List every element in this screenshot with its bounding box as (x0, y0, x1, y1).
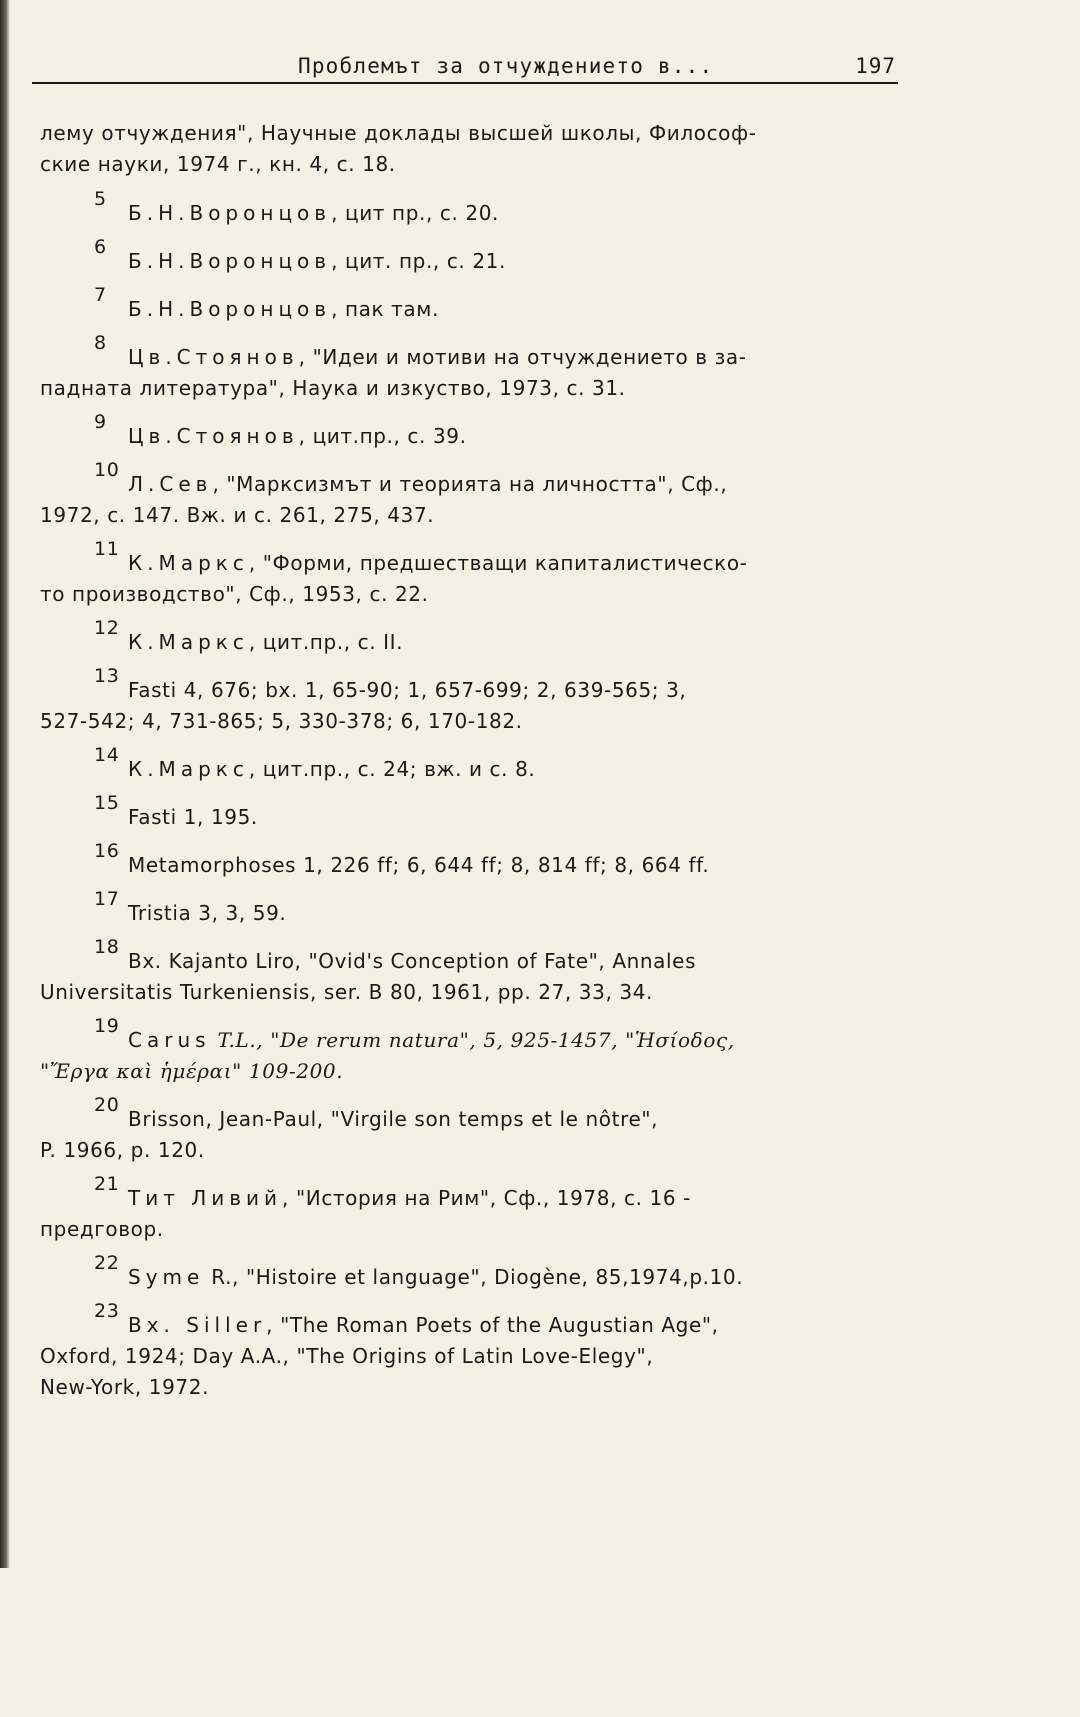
footnote-text: , "The Roman Poets of the Augustian Age", (266, 1313, 719, 1337)
footnote-author: Цв.Стоянов (128, 345, 299, 369)
footnote-15 (40, 792, 910, 833)
footnote-text: Universitatis Turkeniensis, ser. B 80, 1961, pp. 27, 33, 34. (40, 980, 653, 1004)
footnote-7 (40, 284, 910, 325)
footnote-line (40, 1183, 910, 1214)
footnote-author: К.Маркс (128, 551, 249, 575)
footnote-13 (40, 665, 910, 737)
footnote-text: Oxford, 1924; Day A.A., "The Origins of Latin Love-Elegy", (40, 1344, 654, 1368)
footnote-10 (40, 459, 910, 531)
footnote-line (40, 342, 910, 373)
footnote-number: 10 (94, 459, 120, 481)
footnote-text: , цит. пр., с. 21. (331, 249, 506, 273)
footnote-text: Fasti 1, 195. (128, 805, 258, 829)
running-header (32, 52, 898, 84)
footnote-8 (40, 332, 910, 404)
footnote-line (40, 1135, 910, 1166)
footnote-line (40, 198, 910, 229)
footnote-author: К.Маркс (128, 757, 249, 781)
footnote-number: 16 (94, 840, 120, 862)
footnote-line (40, 850, 910, 881)
footnote-line (40, 1341, 910, 1372)
footnote-text: "Ἔργα καὶ ἡμέραι" 109-200. (40, 1059, 344, 1083)
footnote-6 (40, 236, 910, 277)
footnote-text: предговор. (40, 1217, 164, 1241)
intro-line: лему отчуждения", Научные доклады высшей школы, Философ- (40, 121, 757, 145)
footnote-21 (40, 1173, 910, 1245)
footnote-line (40, 898, 910, 929)
footnote-text: Brisson, Jean-Paul, "Virgile son temps et le nôtre", (128, 1107, 659, 1131)
footnote-text: , цит.пр., с. 24; вж. и с. 8. (248, 757, 536, 781)
header-title: Проблемът за отчуждението в... (298, 54, 714, 78)
footnote-text: 1972, с. 147. Вж. и с. 261, 275, 437. (40, 503, 435, 527)
footnote-line (40, 1104, 910, 1135)
footnote-line (40, 946, 910, 977)
intro-line: ские науки, 1974 г., кн. 4, с. 18. (40, 152, 396, 176)
footnote-text: , "Идеи и мотиви на отчуждението в за- (298, 345, 747, 369)
footnote-author: Bx. Siller (128, 1313, 267, 1337)
footnote-19 (40, 1015, 910, 1087)
footnote-text: 527-542; 4, 731-865; 5, 330-378; 6, 170-182. (40, 709, 523, 733)
footnote-text: , цит.пр., с. II. (248, 630, 404, 654)
footnote-text: , "История на Рим", Сф., 1978, с. 16 - (282, 1186, 691, 1210)
footnote-text: Tristia 3, 3, 59. (128, 901, 287, 925)
footnote-line (40, 1025, 910, 1056)
footnote-text: T.L., "De rerum natura", 5, 925-1457, "Ἡσίοδος, (210, 1028, 735, 1052)
page-number: 197 (855, 54, 896, 78)
footnote-text: New-York, 1972. (40, 1375, 210, 1399)
footnote-number: 6 (94, 236, 107, 258)
footnote-22 (40, 1252, 910, 1293)
footnote-text: , "Марксизмът и теорията на личността", Сф., (212, 472, 728, 496)
footnote-number: 15 (94, 792, 120, 814)
footnote-line (40, 548, 910, 579)
footnote-number: 8 (94, 332, 107, 354)
footnote-text: P. 1966, p. 120. (40, 1138, 205, 1162)
footnote-text: R., "Histoire et language", Diogène, 85,1974,p.10. (204, 1265, 744, 1289)
page-binding-edge (0, 0, 10, 1568)
footnote-11 (40, 538, 910, 610)
footnote-line (40, 706, 910, 737)
footnote-line (40, 802, 910, 833)
footnote-line (40, 1372, 910, 1403)
footnote-number: 5 (94, 188, 107, 210)
footnote-line (40, 500, 910, 531)
footnote-text: , цит пр., с. 20. (331, 201, 499, 225)
footnote-line (40, 373, 910, 404)
footnote-line (40, 294, 910, 325)
footnote-text: Fasti 4, 676; bx. 1, 65-90; 1, 657-699; 2, 639-565; 3, (128, 678, 687, 702)
footnote-author: Цв.Стоянов (128, 424, 299, 448)
footnote-text: , пак там. (331, 297, 439, 321)
footnote-5 (40, 188, 910, 229)
footnote-12 (40, 617, 910, 658)
footnote-number: 21 (94, 1173, 120, 1195)
footnote-author: Syme (128, 1265, 205, 1289)
footnote-author: Тит Ливий (128, 1186, 283, 1210)
footnote-number: 9 (94, 411, 107, 433)
footnote-text: то производство", Сф., 1953, с. 22. (40, 582, 429, 606)
footnote-line (40, 675, 910, 706)
footnote-line (40, 469, 910, 500)
footnote-text: , "Форми, предшестващи капиталистическо- (248, 551, 748, 575)
footnote-number: 20 (94, 1094, 120, 1116)
footnote-text: Bx. Kajanto Liro, "Ovid's Conception of Fate", Annales (128, 949, 697, 973)
footnote-line (40, 1056, 910, 1087)
footnote-line (40, 627, 910, 658)
footnote-line (40, 579, 910, 610)
footnote-9 (40, 411, 910, 452)
footnote-author: Б.Н.Воронцов (128, 201, 332, 225)
footnote-14 (40, 744, 910, 785)
footnote-number: 11 (94, 538, 120, 560)
footnote-number: 19 (94, 1015, 120, 1037)
footnote-line (40, 754, 910, 785)
footnote-text: , цит.пр., с. 39. (298, 424, 467, 448)
footnote-23 (40, 1300, 910, 1403)
footnote-16 (40, 840, 910, 881)
footnote-line (40, 1214, 910, 1245)
footnote-number: 7 (94, 284, 107, 306)
footnote-number: 12 (94, 617, 120, 639)
footnote-number: 13 (94, 665, 120, 687)
footnote-line (40, 1310, 910, 1341)
footnote-number: 17 (94, 888, 120, 910)
footnote-20 (40, 1094, 910, 1166)
footnote-line (40, 1262, 910, 1293)
footnote-text: Metamorphoses 1, 226 ff; 6, 644 ff; 8, 814 ff; 8, 664 ff. (128, 853, 710, 877)
footnote-18 (40, 936, 910, 1008)
footnote-author: Carus (128, 1028, 211, 1052)
footnote-author: Б.Н.Воронцов (128, 297, 332, 321)
footnote-number: 22 (94, 1252, 120, 1274)
footnote-17 (40, 888, 910, 929)
footnote-line (40, 977, 910, 1008)
footnote-text: падната литература", Наука и изкуство, 1973, с. 31. (40, 376, 626, 400)
footnote-number: 14 (94, 744, 120, 766)
footnote-author: Б.Н.Воронцов (128, 249, 332, 273)
footnote-author: Л.Сев (128, 472, 213, 496)
footnote-author: К.Маркс (128, 630, 249, 654)
footnotes-body (40, 118, 910, 1420)
footnote-line (40, 246, 910, 277)
footnote-list (40, 188, 910, 1403)
footnote-number: 23 (94, 1300, 120, 1322)
footnote-line (40, 421, 910, 452)
footnote-number: 18 (94, 936, 120, 958)
